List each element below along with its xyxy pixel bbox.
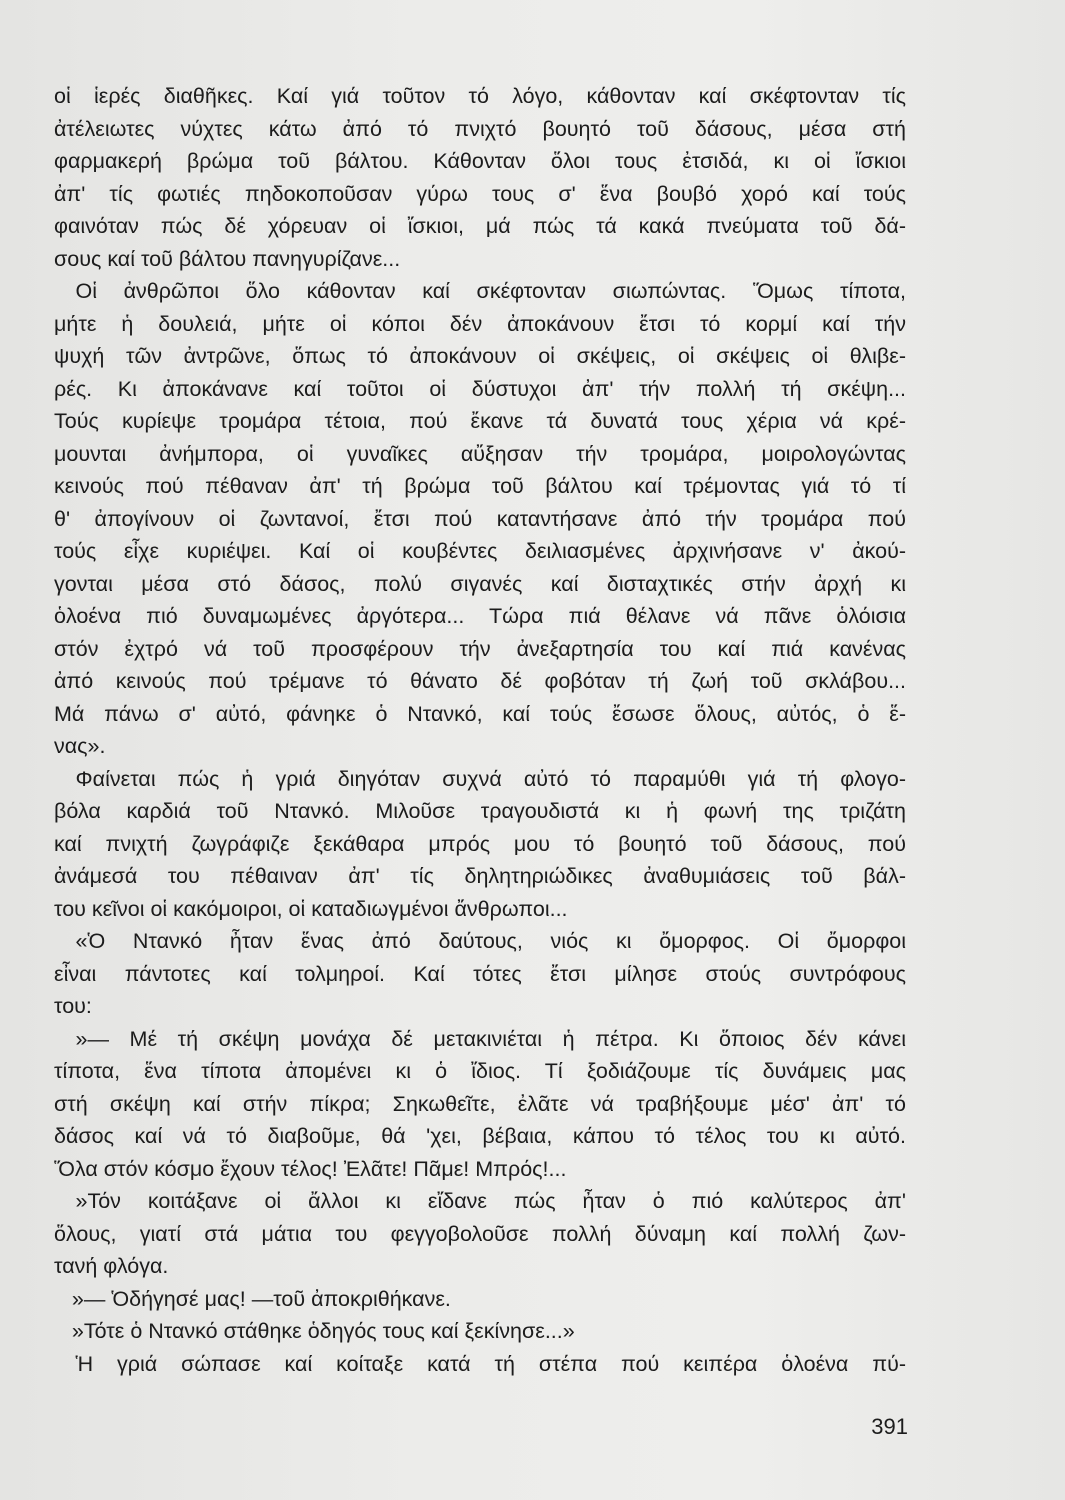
text-line: ἀτέλειωτες νύχτες κάτω ἀπό τό πνιχτό βουητό τοῦ δάσους, μέσα στή	[54, 116, 906, 141]
text-line: Οἱ ἀνθρῶποι ὅλο κάθονταν καί σκέφτονταν σιωπώντας. Ὅμως τίποτα,	[54, 279, 906, 303]
text-line: ἀνάμεσά του πέθαιναν ἀπ' τίς δηλητηριώδικες ἀναθυμιάσεις τοῦ βάλ-	[54, 864, 906, 888]
page-number: 391	[871, 1414, 908, 1439]
text-line: καί πνιχτή ζωγράφιζε ξεκάθαρα μπρός μου τό βουητό τοῦ δάσους, πού	[54, 831, 906, 856]
text-line: ρές. Κι ἀποκάνανε καί τοῦτοι οἱ δύστυχοι ἀπ' τήν πολλή τή σκέψη...	[54, 376, 906, 401]
text-line: τανή φλόγα.	[54, 1254, 169, 1278]
text-line: Μά πάνω σ' αὐτό, φάνηκε ὁ Ντανκό, καί τούς ἔσωσε ὅλους, αὐτός, ὁ ἕ-	[54, 701, 906, 726]
text-line: Τούς κυρίεψε τρομάρα τέτοια, πού ἔκανε τά δυνατά τους χέρια νά κρέ-	[54, 409, 906, 433]
text-line: θ' ἀπογίνουν οἱ ζωντανοί, ἔτσι πού καταντήσανε ἀπό τήν τρομάρα πού	[54, 506, 906, 531]
text-line: Φαίνεται πώς ἡ γριά διηγόταν συχνά αὐτό τό παραμύθι γιά τή φλογο-	[54, 766, 906, 791]
text-line: του:	[54, 994, 92, 1018]
text-line: τίποτα, ἕνα τίποτα ἀπομένει κι ὁ ἴδιος. Τί ξοδιάζουμε τίς δυνάμεις μας	[54, 1059, 906, 1083]
text-line: δάσος καί νά τό διαβοῦμε, θά 'χει, βέβαια, κάπου τό τέλος του κι αὐτό.	[54, 1124, 906, 1148]
text-line: φαρμακερή βρώμα τοῦ βάλτου. Κάθονταν ὅλοι τους ἐτσιδά, κι οἱ ἴσκιοι	[54, 149, 906, 173]
text-line: σους καί τοῦ βάλτου πανηγυρίζανε...	[54, 246, 401, 271]
text-line: μήτε ἡ δουλειά, μήτε οἱ κόποι δέν ἀποκάνουν ἔτσι τό κορμί καί τήν	[54, 311, 906, 336]
text-line: «Ὁ Ντανκό ἦταν ἕνας ἀπό δαύτους, νιός κι ὄμορφος. Οἱ ὄμορφοι	[54, 929, 906, 953]
text-line: μουνται ἀνήμπορα, οἱ γυναῖκες αὔξησαν τήν τρομάρα, μοιρολογώντας	[54, 441, 906, 466]
text-line: στόν ἐχτρό νά τοῦ προσφέρουν τήν ἀνεξαρτησία του καί πιά κανένας	[54, 636, 906, 661]
text-line: οἱ ἱερές διαθῆκες. Καί γιά τοῦτον τό λόγο, κάθονταν καί σκέφτονταν τίς	[54, 84, 906, 108]
text-line: ὁλοένα πιό δυναμωμένες ἀργότερα... Τώρα πιά θέλανε νά πᾶνε ὁλόισια	[54, 604, 906, 628]
text-line: κεινούς πού πέθαναν ἀπ' τή βρώμα τοῦ βάλτου καί τρέμοντας γιά τό τί	[54, 474, 906, 498]
text-line: »Τότε ὁ Ντανκό στάθηκε ὁδηγός τους καί ξεκίνησε...»	[54, 1319, 575, 1343]
text-line: Ἡ γριά σώπασε καί κοίταξε κατά τή στέπα πού κειπέρα ὁλοένα πύ-	[54, 1351, 906, 1376]
text-line: ἀπ' τίς φωτιές πηδοκοποῦσαν γύρω τους σ' ἕνα βουβό χορό καί τούς	[54, 181, 906, 206]
text-line: φαινόταν πώς δέ χόρευαν οἱ ἴσκιοι, μά πώς τά κακά πνεύματα τοῦ δά-	[54, 214, 906, 238]
text-line: εἶναι πάντοτες καί τολμηροί. Καί τότες ἔτσι μίλησε στούς συντρόφους	[54, 961, 906, 986]
text-line: τούς εἶχε κυριέψει. Καί οἱ κουβέντες δειλιασμένες ἀρχινήσανε ν' ἀκού-	[54, 539, 906, 563]
text-line: »— Μέ τή σκέψη μονάχα δέ μετακινιέται ἡ πέτρα. Κι ὅποιος δέν κάνει	[54, 1026, 906, 1051]
text-line: βόλα καρδιά τοῦ Ντανκό. Μιλοῦσε τραγουδιστά κι ἡ φωνή της τριζάτη	[54, 799, 906, 823]
text-line: ἀπό κεινούς πού τρέμανε τό θάνατο δέ φοβόταν τή ζωή τοῦ σκλάβου...	[54, 669, 906, 693]
text-line: του κεῖνοι οἱ κακόμοιροι, οἱ καταδιωγμένοι ἄνθρωποι...	[54, 896, 568, 921]
text-line: ὅλους, γιατί στά μάτια του φεγγοβολοῦσε πολλή δύναμη καί πολλή ζων-	[54, 1221, 906, 1246]
text-line: ψυχή τῶν ἀντρῶνε, ὅπως τό ἀποκάνουν οἱ σκέψεις, οἱ σκέψεις οἱ θλιβε-	[54, 344, 906, 368]
text-line: »Τόν κοιτάξανε οἱ ἄλλοι κι εἴδανε πώς ἦταν ὁ πιό καλύτερος ἀπ'	[54, 1189, 906, 1213]
text-line: γονται μέσα στό δάσος, πολύ σιγανές καί δισταχτικές στήν ἀρχή κι	[54, 571, 906, 596]
text-line: Ὅλα στόν κόσμο ἔχουν τέλος! Ἐλᾶτε! Πᾶμε! Μπρός!...	[54, 1156, 567, 1181]
body-text	[54, 80, 906, 1380]
text-line: »— Ὁδήγησέ μας! —τοῦ ἀποκριθήκανε.	[54, 1286, 451, 1311]
text-line: νας».	[54, 734, 106, 758]
text-line: στή σκέψη καί στήν πίκρα; Σηκωθεῖτε, ἐλᾶτε νά τραβήξουμε μέσ' ἀπ' τό	[54, 1091, 906, 1116]
